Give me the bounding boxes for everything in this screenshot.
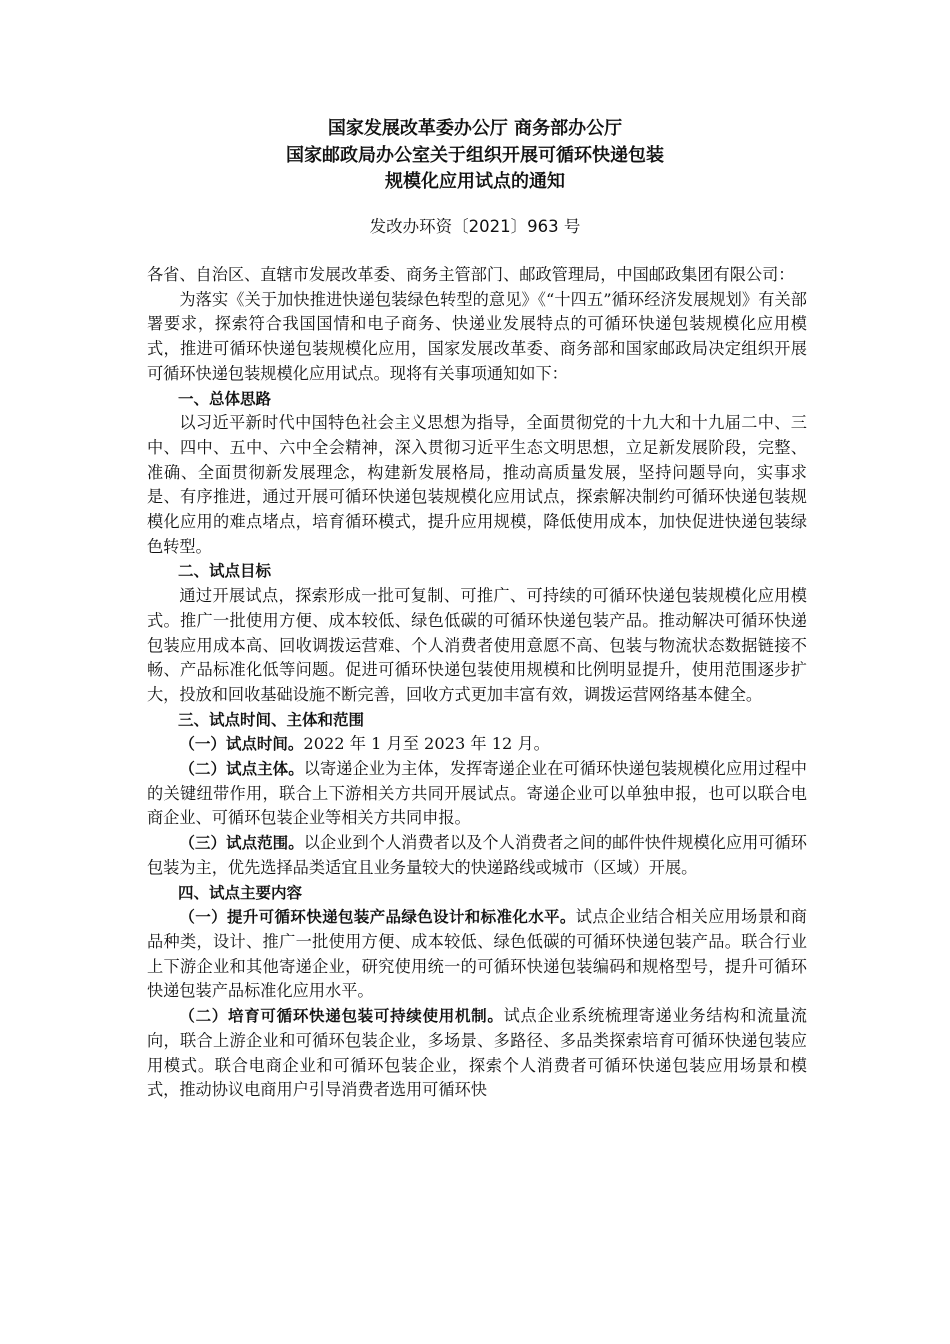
item-label: （一）试点时间。	[179, 735, 304, 754]
docno-suffix: 号	[558, 217, 581, 236]
section-4-item-2	[147, 1004, 807, 1103]
item-label: （二）培育可循环快递包装可持续使用机制。	[179, 1007, 504, 1026]
docno-mid: 〕	[510, 217, 528, 236]
item-text: 试点企业系统梳理寄递业务结构和流量流向，联合上游企业和可循环包装企业，多场景、多路径、多品类探索培育可循环快递包装应用模式。联合电商企业和可循环包装企业，探索个人消费者可循环快递包装应用场景和模式，推动协议电商用户引导消费者选用可循环快	[147, 1006, 807, 1100]
salutation: 各省、自治区、直辖市发展改革委、商务主管部门、邮政管理局，中国邮政集团有限公司：	[147, 265, 795, 284]
item-label: （二）试点主体。	[179, 760, 304, 779]
title-line-1: 国家发展改革委办公厅 商务部办公厅	[327, 118, 623, 139]
section-heading-4: 四、试点主要内容	[178, 883, 303, 902]
document-number	[0, 216, 950, 238]
item-text: 试点企业结合相关应用场景和商品种类，设计、推广一批使用方便、成本较低、绿色低碳的可循环快递包装产品。联合行业上下游企业和其他寄递企业，研究使用统一的可循环快递包装编码和规格型号，提升可循环快递包装产品标准化应用水平。	[147, 907, 807, 1001]
item-text: 以寄递企业为主体，发挥寄递企业在可循环快递包装规模化应用过程中的关键纽带作用，联合上下游相关方共同开展试点。寄递企业可以单独申报，也可以联合电商企业、可循环包装企业等相关方共同申报。	[147, 759, 807, 828]
section-heading-1: 一、总体思路	[178, 389, 272, 408]
section-heading-3: 三、试点时间、主体和范围	[178, 710, 365, 729]
intro-paragraph: 为落实《关于加快推进快递包装绿色转型的意见》《“十四五”循环经济发展规划》有关部署要求，探索符合我国国情和电子商务、快递业发展特点的可循环快递包装规模化应用模式，推进可循环快递包装规模化应用，国家发展改革委、商务部和国家邮政局决定组织开展可循环快递包装规模化应用试点。现将有关事项通知如下：	[147, 289, 807, 383]
section-3-item-2	[147, 757, 807, 831]
section-3-item-3	[147, 831, 807, 880]
docno-year: 2021	[468, 217, 511, 236]
item-label: （三）试点范围。	[179, 834, 304, 853]
section-1-paragraph: 以习近平新时代中国特色社会主义思想为指导，全面贯彻党的十九大和十九届二中、三中、四中、五中、六中全会精神，深入贯彻习近平生态文明思想，立足新发展阶段，完整、准确、全面贯彻新发展理念，构建新发展格局，推动高质量发展，坚持问题导向，实事求是、有序推进，通过开展可循环快递包装规模化应用试点，探索解决制约可循环快递包装规模化应用的难点堵点，培育循环模式，提升应用规模，降低使用成本，加快促进快递包装绿色转型。	[147, 413, 807, 556]
item-label: （一）提升可循环快递包装产品绿色设计和标准化水平。	[179, 908, 576, 927]
section-2-paragraph: 通过开展试点，探索形成一批可复制、可推广、可持续的可循环快递包装规模化应用模式。推广一批使用方便、成本较低、绿色低碳的可循环快递包装产品。推动解决可循环快递包装应用成本高、回收调拨运营难、个人消费者使用意愿不高、包装与物流状态数据链接不畅、产品标准化低等问题。促进可循环快递包装使用规模和比例明显提升，使用范围逐步扩大，投放和回收基础设施不断完善，回收方式更加丰富有效，调拨运营网络基本健全。	[147, 586, 807, 704]
item-text: 2022 年 1 月至 2023 年 12 月。	[303, 734, 550, 754]
docno-number: 963	[527, 217, 559, 236]
item-text: 以企业到个人消费者以及个人消费者之间的邮件快件规模化应用可循环包装为主，优先选择品类适宜且业务量较大的快递路线或城市（区域）开展。	[147, 833, 807, 877]
title-line-2: 国家邮政局办公室关于组织开展可循环快递包装	[286, 145, 664, 166]
section-heading-2: 二、试点目标	[178, 562, 272, 581]
docno-prefix: 发改办环资〔	[369, 217, 469, 236]
section-3-item-1	[147, 732, 807, 757]
title-line-3: 规模化应用试点的通知	[385, 171, 565, 192]
document-body	[147, 263, 807, 1103]
section-4-item-1	[147, 905, 807, 1004]
